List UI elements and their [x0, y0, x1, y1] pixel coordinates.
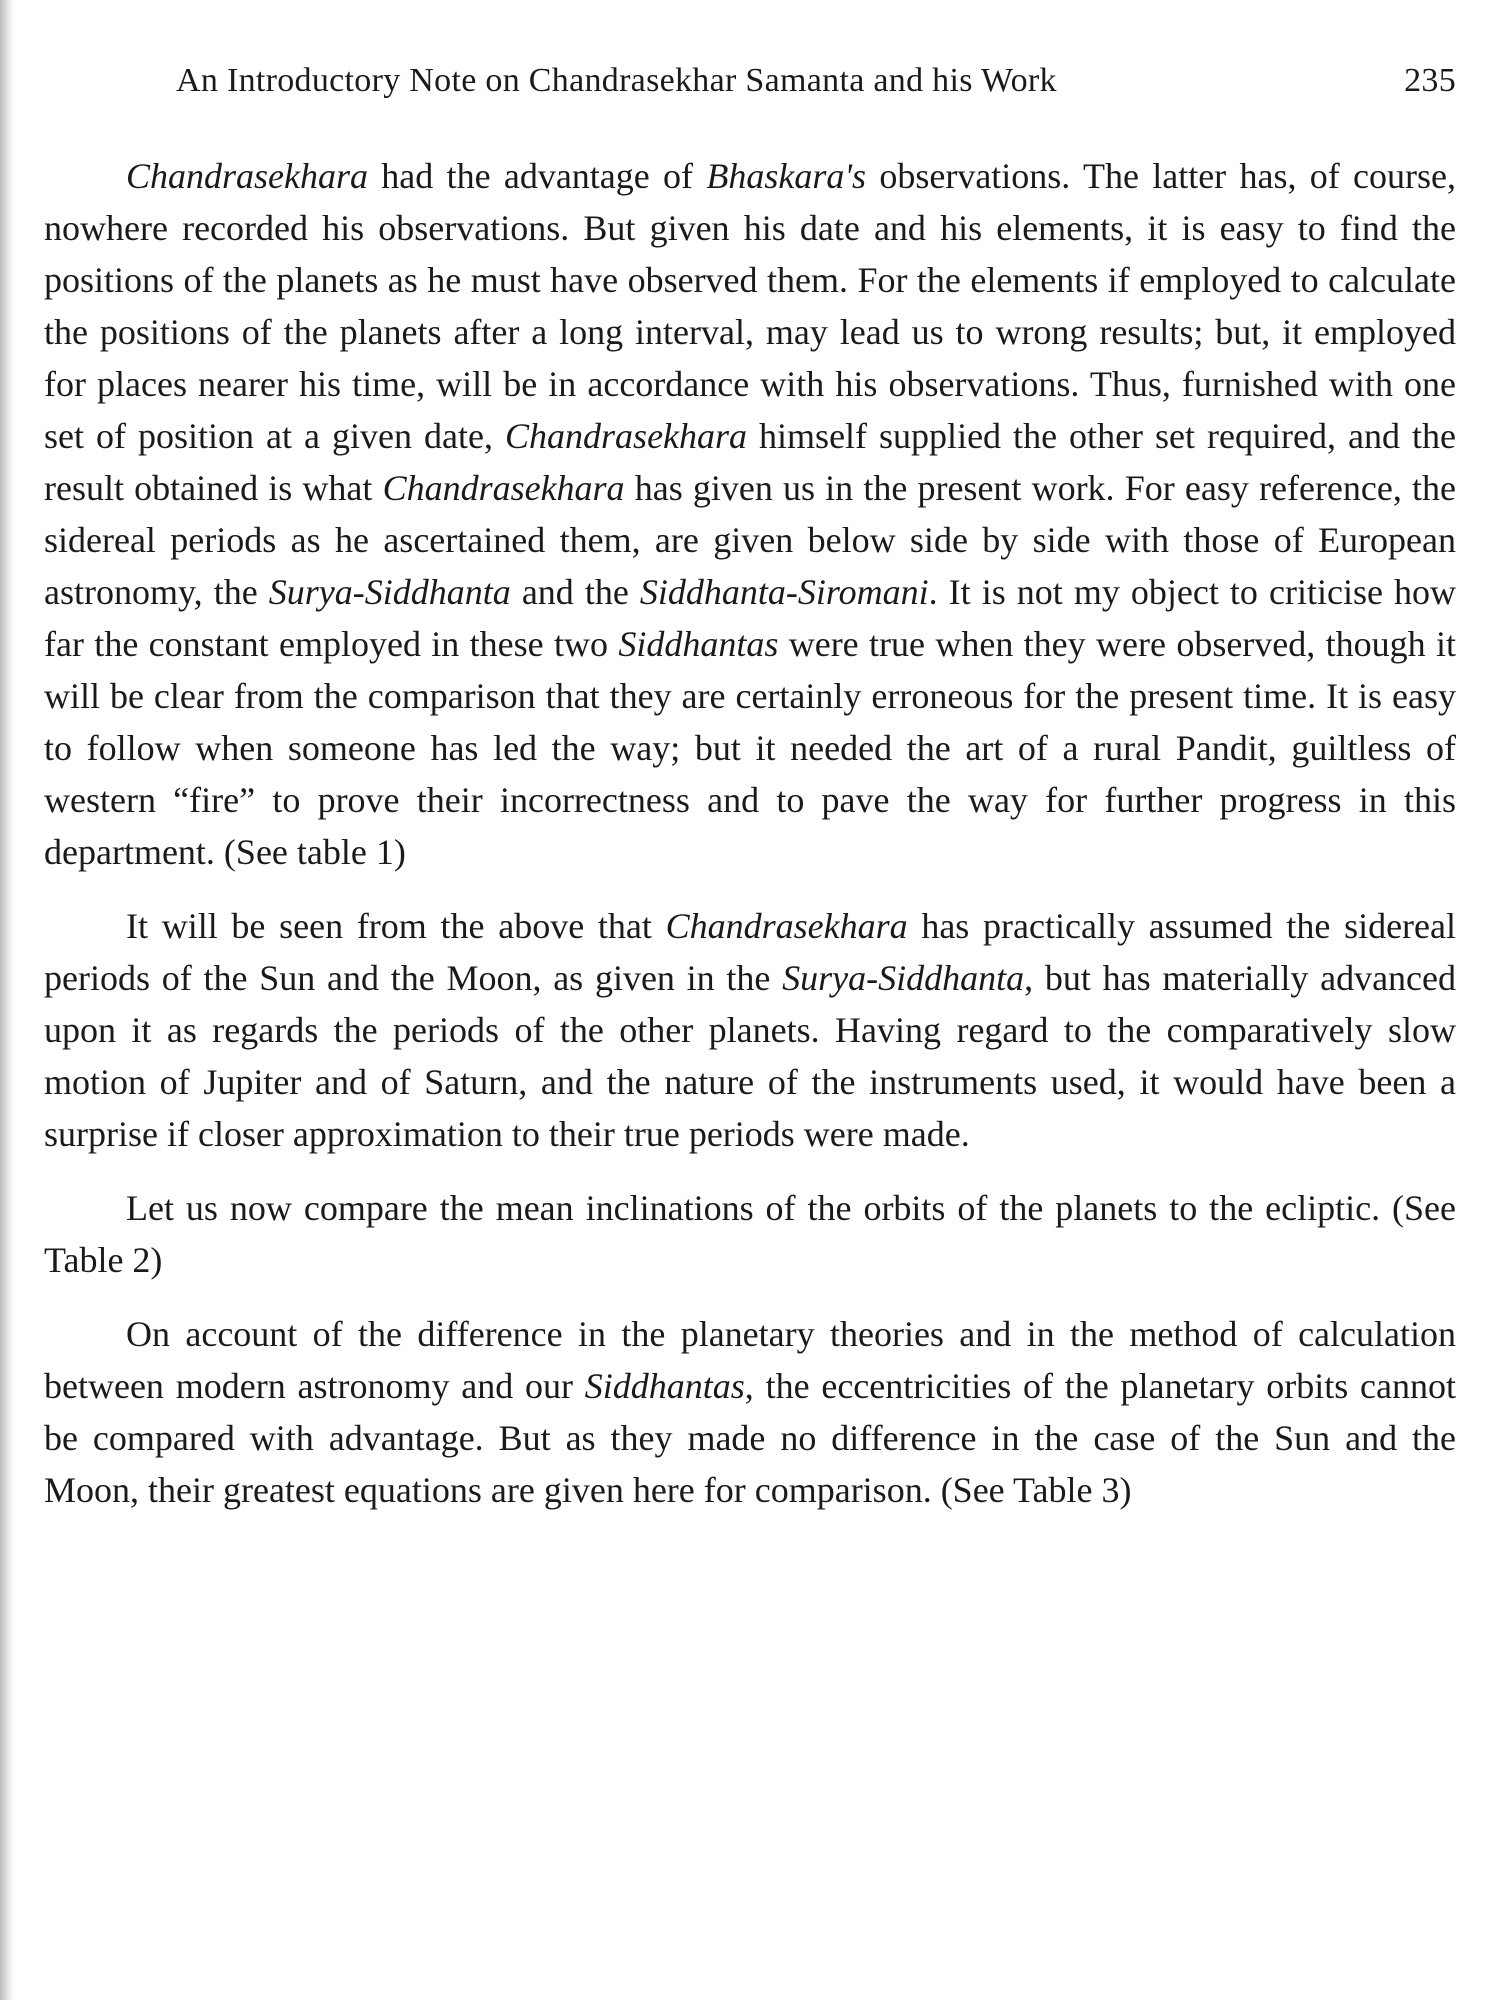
scan-edge-shadow — [0, 0, 14, 2000]
text-run: were true when they were observed, though it will be clear from the comparison that they are certainly erroneous for the present time. It is easy to follow when someone has led the way; but it needed the art of a rural Pandit, guiltless of western “fire” to prove their incorrectness and to pave the way for further progress in this department. (See table 1) — [44, 624, 1456, 872]
running-header — [44, 52, 1456, 112]
text-run: and the — [510, 572, 640, 612]
text-run: himself supplied the other set required, and the result obtained is what — [44, 416, 1456, 508]
italic-term: Siddhantas — [618, 624, 779, 664]
italic-term: Chandrasekhara — [126, 156, 368, 196]
text-run: , the eccentricities of the planetary orbits cannot be compared with advantage. But as they made no difference in the case of the Sun and the Moon, their greatest equations are given here for comparison. (See Table 3) — [44, 1366, 1457, 1510]
paragraph-2 — [44, 900, 1456, 1160]
italic-term: Chandrasekhara — [665, 906, 908, 946]
paragraph-1 — [44, 150, 1456, 878]
text-run: has practically assumed the sidereal periods of the Sun and the Moon, as given in the — [44, 906, 1457, 998]
italic-term: Siddhantas — [584, 1366, 745, 1406]
text-run: It will be seen from the above that — [126, 906, 666, 946]
page-number: 235 — [1404, 62, 1456, 99]
text-run: Let us now compare the mean inclinations of the orbits of the planets to the ecliptic. (See Table 2) — [44, 1188, 1456, 1280]
body-text — [44, 150, 1456, 1516]
italic-term: Siddhanta-Siromani — [639, 572, 929, 612]
text-run: has given us in the present work. For easy reference, the sidereal periods as he ascertained them, are given below side by side with those of European astronomy, the — [44, 468, 1456, 612]
text-run: . It is not my object to criticise how far the constant employed in these two — [44, 572, 1456, 664]
italic-term: Chandrasekhara — [382, 468, 625, 508]
text-run: had the advantage of — [368, 156, 707, 196]
italic-term: Bhaskara's — [706, 156, 867, 196]
text-run: On account of the difference in the planetary theories and in the method of calculation between modern astronomy and our — [44, 1314, 1456, 1406]
running-title: An Introductory Note on Chandrasekhar Samanta and his Work — [176, 62, 1057, 99]
paragraph-3 — [44, 1182, 1456, 1286]
text-run: observations. The latter has, of course, nowhere recorded his observations. But given his date and his elements, it is easy to find the positions of the planets as he must have observed them. For the elements if employed to calculate the positions of the planets after a long interval, may lead us to wrong results; but, it employed for places nearer his time, will be in accordance with his observations. Thus, furnished with one set of position at a given date, — [44, 156, 1456, 456]
text-run: , but has materially advanced upon it as regards the periods of the other planets. Having regard to the comparatively slow motion of Jupiter and of Saturn, and the nature of the instruments used, it would have been a surprise if closer approximation to their true periods were made. — [44, 958, 1457, 1154]
italic-term: Chandrasekhara — [505, 416, 748, 456]
paragraph-4 — [44, 1308, 1456, 1516]
italic-term: Surya-Siddhanta — [782, 958, 1025, 998]
italic-term: Surya-Siddhanta — [268, 572, 511, 612]
book-page — [44, 52, 1456, 1538]
